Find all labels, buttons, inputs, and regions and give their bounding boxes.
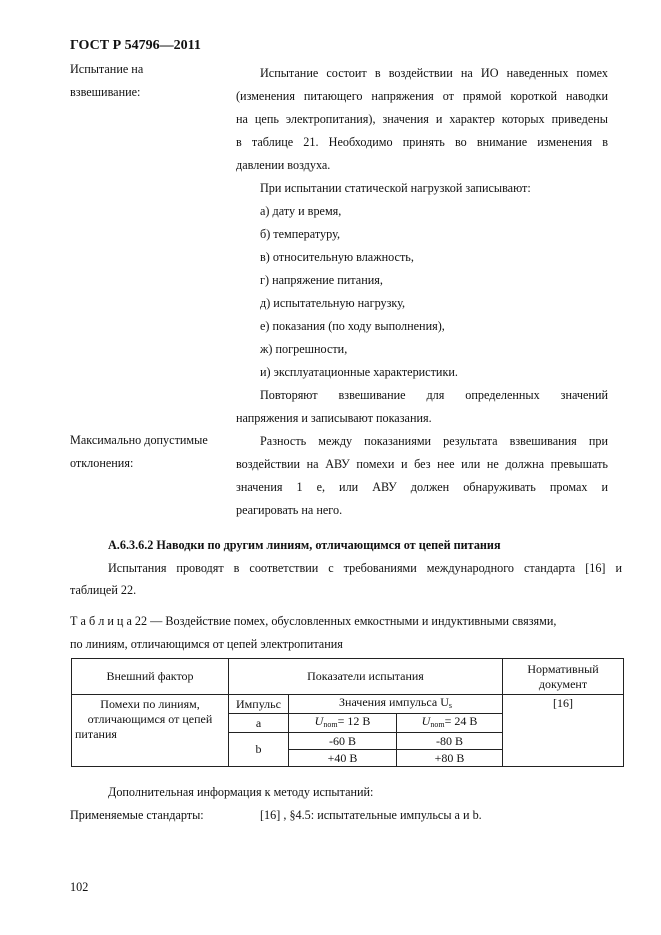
record-item: и) эксплуатационные характеристики. — [260, 365, 458, 379]
para1-line: на цепь электропитания), значения и характер которых приведены — [236, 112, 608, 126]
deviation-label-line2: отклонения: — [70, 456, 134, 470]
record-item: ж) погрешности, — [260, 342, 348, 356]
factor-line: Помехи по линиям, — [100, 697, 200, 711]
unom-value: = 24 В — [444, 714, 478, 728]
page-number: 102 — [70, 880, 89, 894]
table-caption-line: по линиям, отличающимся от цепей электропитания — [70, 637, 343, 651]
unom-sub: nom — [323, 720, 338, 729]
normative-ref: [16] — [503, 695, 624, 767]
standards-label: Применяемые стандарты: — [70, 808, 204, 822]
b-value: +40 В — [289, 750, 397, 767]
subsection-intro-line: таблицей 22. — [70, 583, 137, 597]
values-header-sub: s — [448, 701, 452, 710]
impulse-b: b — [229, 733, 289, 767]
additional-info: Дополнительная информация к методу испытаний: — [108, 785, 374, 799]
values-header — [289, 695, 503, 714]
impulse-a: a — [229, 714, 289, 733]
test-label-line1: Испытание на — [70, 62, 144, 76]
document-header: ГОСТ Р 54796—2011 — [70, 38, 201, 53]
b-value: +80 В — [397, 750, 503, 767]
deviation-line: Разность между показаниями результата взвешивания при — [260, 434, 608, 448]
unom-symbol: U — [314, 714, 324, 728]
b-value: -80 В — [397, 733, 503, 750]
unom-sub: nom — [430, 720, 445, 729]
deviation-line: реагировать на него. — [236, 503, 343, 517]
repeat-line: Повторяют взвешивание для определенных значений — [260, 388, 608, 402]
header-normative — [503, 659, 624, 695]
factor-cell — [72, 695, 229, 767]
subsection-heading: А.6.3.6.2 Наводки по другим линиям, отличающимся от цепей питания — [108, 538, 501, 552]
record-item: а) дату и время, — [260, 204, 342, 218]
unom-symbol: U — [421, 714, 431, 728]
record-item: д) испытательную нагрузку, — [260, 296, 406, 310]
unom-24 — [397, 714, 503, 733]
table-22 — [71, 658, 624, 767]
factor-line: отличающимся от цепей — [87, 712, 213, 726]
b-value: -60 В — [289, 733, 397, 750]
record-item: б) температуру, — [260, 227, 340, 241]
test-label-line2: взвешивание: — [70, 85, 141, 99]
deviation-line: значения 1 e, или АВУ должен обнаруживать промах и — [236, 480, 608, 494]
record-intro: При испытании статической нагрузкой записывают: — [260, 181, 531, 195]
header-factor: Внешний фактор — [72, 659, 229, 695]
record-item: е) показания (по ходу выполнения), — [260, 319, 445, 333]
factor-line: питания — [75, 727, 117, 741]
impulse-header: Импульс — [229, 695, 289, 714]
subsection-intro-line: Испытания проводят в соответствии с требованиями международного стандарта [16] и — [108, 561, 622, 575]
standards-value: [16] , §4.5: испытательные импульсы a и b. — [260, 808, 482, 822]
para1-line: в таблице 21. Необходимо принять во внимание изменения в — [236, 135, 608, 149]
values-header-text: Значения импульса U — [339, 695, 449, 709]
para1-line: Испытание состоит в воздействии на ИО наведенных помех — [260, 66, 608, 80]
record-item: г) напряжение питания, — [260, 273, 383, 287]
header-indicators: Показатели испытания — [229, 659, 503, 695]
unom-value: = 12 В — [337, 714, 371, 728]
deviation-label-line1: Максимально допустимые — [70, 433, 208, 447]
record-item: в) относительную влажность, — [260, 250, 414, 264]
deviation-line: воздействии на АВУ помехи и без нее или не должна превышать — [236, 457, 608, 471]
unom-12 — [289, 714, 397, 733]
repeat-line: напряжения и записывают показания. — [236, 411, 432, 425]
header-normative-line1: Нормативный — [527, 661, 599, 676]
header-normative-line2: документ — [538, 676, 588, 691]
para1-line: давлении воздуха. — [236, 158, 331, 172]
table-caption-line: Т а б л и ц а 22 — Воздействие помех, обусловленных емкостными и индуктивными связями, — [70, 614, 557, 628]
para1-line: (изменения питающего напряжения от прямой короткой наводки — [236, 89, 608, 103]
